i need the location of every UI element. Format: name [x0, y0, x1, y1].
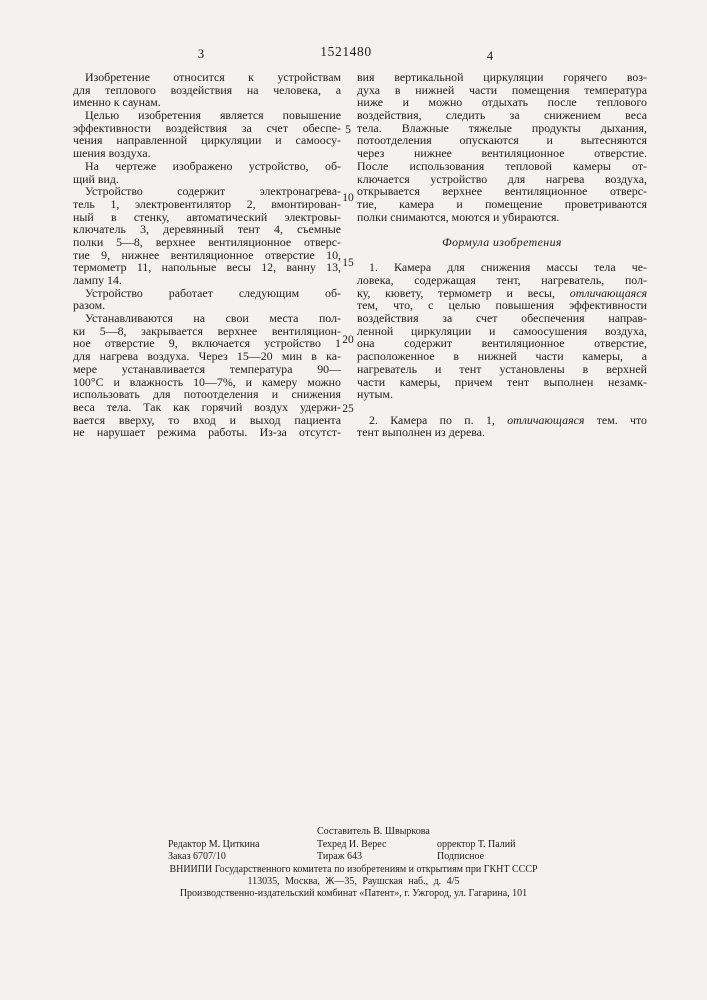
text-line: вается вверху, то вход и выход пациента — [73, 412, 341, 427]
footer-editor: Редактор М. Циткина — [168, 839, 260, 850]
text-line: полки снимаются, моются и убираются. — [357, 209, 560, 224]
footer-address-line: 113035, Москва, Ж—35, Раушская наб., д. 4/5 — [247, 876, 460, 887]
text-line: тель 1, электровентилятор 2, вмонтирован- — [73, 196, 341, 211]
text-line: 100°С и влажность 10—7%, и камеру можно — [73, 374, 341, 389]
text-line: ленной циркуляции и самоосушения воздуха, — [357, 323, 647, 338]
text-line: чения направленной циркуляции и самоосу- — [73, 133, 341, 148]
text-line: потоотделения опускаются и вытесняются — [357, 133, 647, 148]
margin-line-number: 5 — [345, 124, 351, 136]
text-line: щий вид. — [73, 171, 119, 186]
text-line: через нижнее вентиляционное отверстие. — [357, 146, 647, 161]
text-line: ключатель 3, деревянный тент 4, съемные — [73, 222, 341, 237]
text-line: шения воздуха. — [73, 146, 151, 161]
margin-line-number: 25 — [342, 403, 354, 415]
text-line: ловека, содержащая тент, нагреватель, пол- — [357, 273, 647, 287]
text-line: Устанавливаются на свои места пол- — [85, 311, 341, 326]
text-line: Изобретение относится к устройствам — [85, 70, 341, 84]
text-line: открывается верхнее вентиляционное отверс- — [357, 184, 647, 199]
text-line: эффективности воздействия за счет обеспе- — [73, 120, 341, 135]
patent-number: 1521480 — [320, 44, 372, 59]
page-number-left: 3 — [197, 47, 205, 61]
text-line: для теплового воздействия на человека, а — [73, 82, 341, 97]
text-line: тела. Влажные тяжелые продукты дыхания, — [357, 120, 647, 135]
text-line: 1. Камера для снижения массы тела че- — [369, 260, 647, 275]
text-line: 2. Камера по п. 1, отличающаяся тем. что — [369, 412, 647, 427]
text-line: воздействия, следить за снижением веса — [357, 108, 647, 123]
text-line: После использования тепловой камеры от- — [357, 158, 647, 173]
text-line: Устройство содержит электронагрева- — [85, 184, 341, 199]
text-line: ку, кювету, термометр и весы, отличающаяся — [357, 285, 647, 300]
text-line: духа в нижней части помещения температура — [357, 82, 647, 97]
text-line: полки 5—8, верхнее вентиляционное отверс- — [73, 234, 341, 249]
text-line: использовать для потоотделения и снижения — [73, 387, 341, 402]
text-line: расположенное в нижней части камеры, а — [357, 349, 647, 364]
footer-vniipii-line: ВНИИПИ Государственного комитета по изобретениям и открытиям при ГКНТ СССР — [169, 864, 538, 875]
margin-line-number: 10 — [342, 192, 354, 204]
claims-heading: Формула изобретения — [442, 234, 562, 249]
footer-order-number: Заказ 6707/10 — [168, 851, 226, 862]
text-line: она содержит вентиляционное отверстие, — [357, 336, 647, 351]
page-number-right: 4 — [486, 49, 494, 63]
footer-compositor: Составитель В. Швыркова — [317, 826, 430, 837]
text-line: ключается устройство для нагрева воздуха, — [357, 171, 647, 186]
text-line: воздействия за счет обеспечения направ- — [357, 311, 647, 326]
text-line: веса тела. Так как горячий воздух удержи- — [73, 399, 341, 414]
column-right — [357, 71, 647, 439]
text-line: для нагрева воздуха. Через 15—20 мин в ка- — [73, 349, 341, 364]
text-line: нагреватель и тент установлены в верхней — [357, 361, 647, 376]
text-line: тент выполнен из дерева. — [357, 425, 485, 440]
text-line: термометр 11, напольные весы 12, ванну 13, — [73, 260, 341, 275]
text-line: вия вертикальной циркуляции горячего воз- — [357, 70, 647, 84]
text-line: именно к саунам. — [73, 95, 161, 110]
footer-subscription: Подписное — [437, 851, 485, 862]
text-line: части камеры, причем тент выполнен незамк- — [357, 374, 647, 389]
text-line: На чертеже изображено устройство, об- — [85, 158, 341, 173]
column-left — [73, 71, 341, 439]
text-line: Устройство работает следующим об- — [85, 285, 341, 300]
text-line: разом. — [73, 298, 106, 313]
footer-corrector: орректор Т. Палий — [437, 839, 516, 850]
footer-print-run: Тираж 643 — [317, 851, 363, 862]
footer-techred: Техред И. Верес — [317, 839, 387, 850]
text-line: ниже и можно отдыхать после теплового — [357, 95, 647, 110]
text-line: Целью изобретения является повышение — [85, 108, 341, 123]
text-line: тие 9, нижнее вентиляционное отверстие 10, — [73, 247, 341, 262]
margin-line-number: 20 — [342, 334, 354, 346]
footer-publisher-line: Производственно-издательский комбинат «Патент», г. Ужгород, ул. Гагарина, 101 — [179, 888, 528, 899]
text-line: ки 5—8, закрывается верхнее вентиляцион- — [73, 323, 341, 338]
text-line: тем, что, с целью повышения эффективности — [357, 298, 647, 313]
text-line: нутым. — [357, 387, 393, 402]
text-line: мере устанавливается температура 90— — [73, 361, 341, 376]
text-line: лампу 14. — [73, 273, 122, 287]
text-line: тие, камера и помещение проветриваются — [357, 196, 647, 211]
text-line: ный в стенку, автоматический электровы- — [73, 209, 341, 224]
text-line: ное отверстие 9, включается устройство 1 — [73, 336, 341, 351]
text-line: не нарушает режима работы. Из-за отсутст- — [73, 425, 341, 440]
margin-line-number: 15 — [342, 257, 354, 269]
